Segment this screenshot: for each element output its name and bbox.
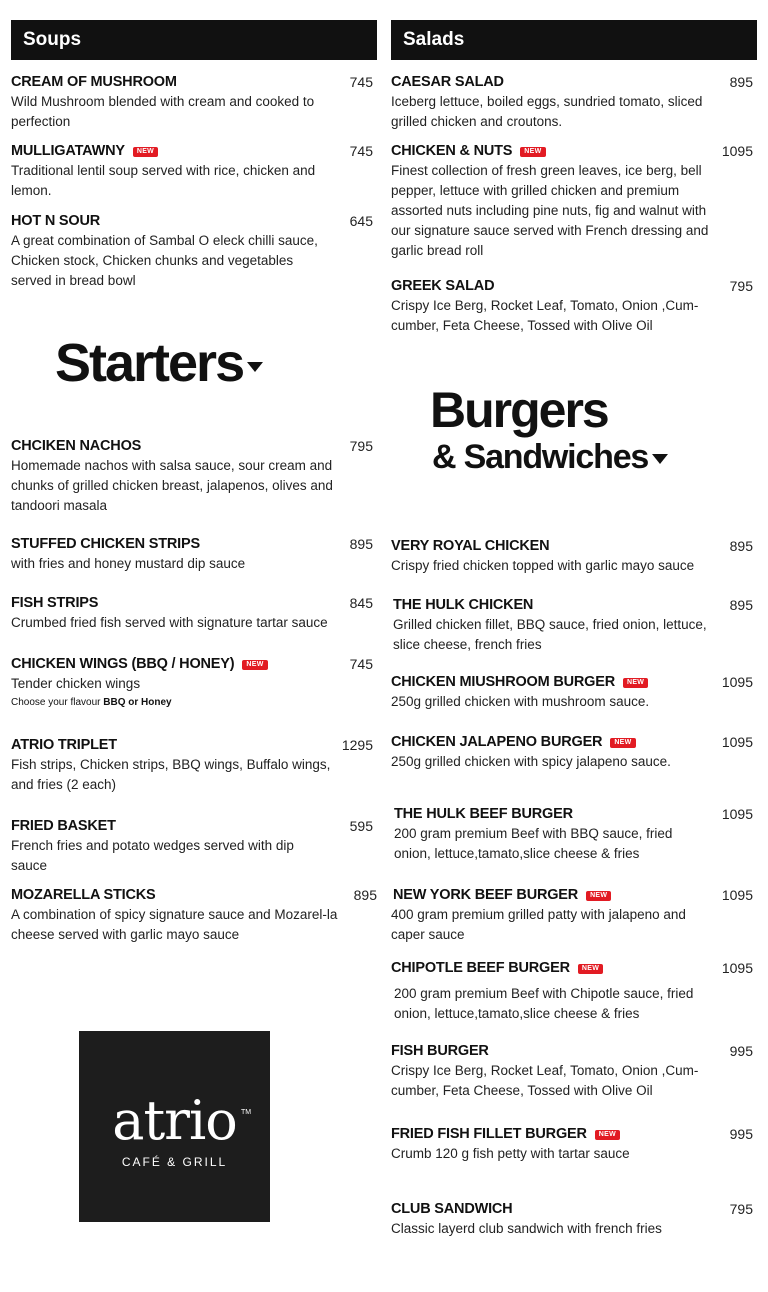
item-price: 1095 [721, 960, 753, 976]
item-price: 995 [729, 1043, 753, 1059]
menu-item [11, 817, 373, 876]
menu-item [391, 142, 753, 261]
item-name: CREAM OF MUSHROOM [11, 74, 177, 90]
item-name: STUFFED CHICKEN STRIPS [11, 536, 200, 552]
item-description: Fish strips, Chicken strips, BBQ wings, Buffalo wings, and fries (2 each) [11, 757, 331, 792]
item-name: THE HULK CHICKEN [393, 597, 534, 613]
menu-item [11, 594, 373, 633]
item-price: 745 [349, 143, 373, 159]
sandwiches-title: & Sandwiches [432, 437, 668, 477]
menu-item [391, 673, 753, 712]
item-description: Crispy Ice Berg, Rocket Leaf, Tomato, Onion ,Cum-cumber, Feta Cheese, Tossed with Olive Oil [391, 1063, 699, 1098]
item-price: 645 [349, 213, 373, 229]
item-name: FRIED BASKET [11, 818, 116, 834]
item-name: ATRIO TRIPLET [11, 737, 117, 753]
item-description: Crispy fried chicken topped with garlic mayo sauce [391, 558, 695, 573]
menu-item [11, 73, 373, 132]
item-name: CLUB SANDWICH [391, 1201, 513, 1217]
item-name: CHICKEN WINGS (BBQ / HONEY) [11, 656, 235, 672]
item-name: FISH STRIPS [11, 595, 99, 611]
item-price: 895 [729, 74, 753, 90]
atrio-logo [79, 1031, 270, 1222]
item-name: MOZARELLA STICKS [11, 887, 156, 903]
new-badge: NEW [242, 660, 267, 670]
menu-item [391, 886, 753, 945]
item-description: Grilled chicken fillet, BBQ sauce, fried onion, lettuce, slice cheese, french fries [393, 617, 707, 652]
item-name: GREEK SALAD [391, 278, 495, 294]
menu-item [11, 535, 373, 574]
item-name: FRIED FISH FILLET BURGER [391, 1126, 587, 1142]
burgers-title: Burgers [430, 382, 608, 438]
item-name: VERY ROYAL CHICKEN [391, 538, 550, 554]
menu-item [391, 959, 753, 1024]
item-price: 795 [729, 1201, 753, 1217]
menu-item [11, 142, 373, 201]
item-description: 400 gram premium grilled patty with jalapeno and caper sauce [391, 907, 686, 942]
item-description: A combination of spicy signature sauce and Mozarel-la cheese served with garlic mayo sauce [11, 907, 338, 942]
menu-item [391, 1125, 753, 1164]
soups-header: Soups [11, 20, 377, 60]
starters-title: Starters [55, 332, 263, 394]
item-description: Wild Mushroom blended with cream and cooked to perfection [11, 94, 315, 129]
item-note: Choose your flavour BBQ or Honey [11, 697, 172, 708]
item-description: Homemade nachos with salsa sauce, sour cream and chunks of grilled chicken breast, jalapenos, olives and tandoori masala [11, 458, 333, 513]
menu-item [391, 1042, 753, 1101]
new-badge: NEW [623, 678, 648, 688]
triangle-down-icon [247, 362, 263, 372]
new-badge: NEW [578, 964, 603, 974]
new-badge: NEW [595, 1130, 620, 1140]
menu-item [11, 437, 373, 516]
item-price: 845 [349, 595, 373, 611]
item-price: 1095 [721, 887, 753, 903]
item-description: Iceberg lettuce, boiled eggs, sundried tomato, sliced grilled chicken and croutons. [391, 94, 703, 129]
item-price: 595 [349, 818, 373, 834]
item-name: CHIPOTLE BEEF BURGER [391, 960, 570, 976]
menu-item [11, 736, 373, 795]
menu-item [11, 212, 373, 291]
menu-item [391, 733, 753, 772]
new-badge: NEW [610, 738, 635, 748]
item-price: 1095 [721, 674, 753, 690]
item-name: CHCIKEN NACHOS [11, 438, 142, 454]
item-description: Tender chicken wings [11, 676, 141, 691]
item-price: 745 [349, 74, 373, 90]
item-price: 795 [349, 438, 373, 454]
item-name: NEW YORK BEEF BURGER [393, 887, 579, 903]
item-description: 200 gram premium Beef with Chipotle sauce, fried onion, lettuce,tamato,slice cheese & fries [394, 986, 694, 1021]
item-price: 895 [349, 536, 373, 552]
item-price: 995 [729, 1126, 753, 1142]
logo-wordmark: atrio [112, 1089, 237, 1152]
menu-item [391, 596, 753, 655]
trademark-mark: TM [241, 1109, 252, 1116]
item-name: MULLIGATAWNY [11, 143, 125, 159]
item-price: 895 [729, 538, 753, 554]
item-price: 1095 [721, 806, 753, 822]
triangle-down-icon [652, 454, 668, 464]
item-description: with fries and honey mustard dip sauce [11, 556, 246, 571]
item-description: Classic layerd club sandwich with french fries [391, 1221, 662, 1236]
item-description: A great combination of Sambal O eleck chilli sauce, Chicken stock, Chicken chunks and vegetables served in bread bowl [11, 233, 318, 288]
item-description: 250g grilled chicken with spicy jalapeno sauce. [391, 754, 671, 769]
menu-item [391, 537, 753, 576]
item-price: 795 [729, 278, 753, 294]
item-description: Traditional lentil soup served with rice, chicken and lemon. [11, 163, 316, 198]
item-description: Crispy Ice Berg, Rocket Leaf, Tomato, Onion ,Cum-cumber, Feta Cheese, Tossed with Olive Oil [391, 298, 699, 333]
item-description: Finest collection of fresh green leaves, ice berg, bell pepper, lettuce with grilled chicken and premium assorted nuts including pine nuts, fig and walnut with our signature sauce served with French dressing and garlic bread roll [391, 163, 709, 258]
item-name: FISH BURGER [391, 1043, 489, 1059]
menu-item [391, 1200, 753, 1239]
new-badge: NEW [520, 147, 545, 157]
item-description: 250g grilled chicken with mushroom sauce. [391, 694, 650, 709]
item-description: French fries and potato wedges served with dip sauce [11, 838, 294, 873]
menu-item [391, 805, 753, 864]
menu-item [391, 277, 753, 336]
item-description: Crumbed fried fish served with signature tartar sauce [11, 615, 328, 630]
item-description: 200 gram premium Beef with BBQ sauce, fried onion, lettuce,tamato,slice cheese & fries [394, 826, 673, 861]
item-price: 895 [353, 887, 377, 903]
item-price: 745 [349, 656, 373, 672]
item-description: Crumb 120 g fish petty with tartar sauce [391, 1146, 630, 1161]
new-badge: NEW [133, 147, 158, 157]
logo-tagline: CAFÉ & GRILL [121, 1155, 228, 1169]
item-name: THE HULK BEEF BURGER [394, 806, 573, 822]
item-price: 1095 [721, 734, 753, 750]
menu-item [391, 73, 753, 132]
item-price: 1295 [341, 737, 373, 753]
new-badge: NEW [586, 891, 611, 901]
item-price: 895 [729, 597, 753, 613]
menu-item [11, 655, 373, 710]
item-name: HOT N SOUR [11, 213, 101, 229]
item-name: CHICKEN MIUSHROOM BURGER [391, 674, 615, 690]
item-name: CHICKEN & NUTS [391, 143, 513, 159]
item-price: 1095 [721, 143, 753, 159]
item-name: CAESAR SALAD [391, 74, 504, 90]
salads-header: Salads [391, 20, 757, 60]
menu-item [11, 886, 377, 945]
item-name: CHICKEN JALAPENO BURGER [391, 734, 603, 750]
